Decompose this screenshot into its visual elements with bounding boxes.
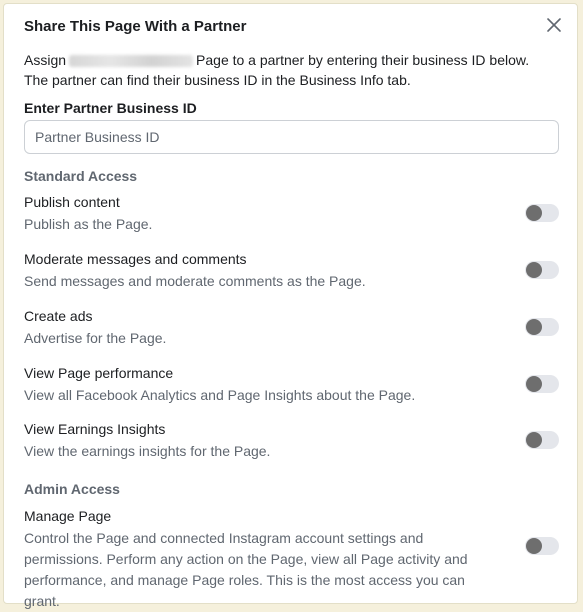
admin-access-heading: Admin Access [24, 481, 120, 497]
permission-view-earnings-insights [24, 419, 559, 462]
permission-manage-page [24, 506, 559, 612]
permission-description: Control the Page and connected Instagram account settings and permissions. Perform any action on the Page, view all Page activity and performance, and manage Page roles. This is the most access you can grant. [24, 530, 468, 609]
share-page-dialog [3, 3, 578, 609]
permission-view-page-performance [24, 363, 559, 406]
permission-title: View Page performance [24, 365, 174, 381]
dialog-intro [24, 50, 554, 90]
permission-description: View the earnings insights for the Page. [24, 443, 271, 459]
toggle-knob [526, 376, 542, 392]
view-earnings-insights-toggle[interactable] [525, 431, 559, 449]
toggle-knob [526, 319, 542, 335]
permission-publish-content [24, 192, 559, 235]
intro-suffix: Page to a partner by entering their business ID below. The partner can find their business ID in the Business Info tab. [24, 52, 530, 88]
permission-title: Publish content [24, 194, 120, 210]
redacted-page-name [69, 55, 193, 67]
toggle-knob [526, 205, 542, 221]
dialog-title: Share This Page With a Partner [24, 18, 247, 35]
permission-description: View all Facebook Analytics and Page Insights about the Page. [24, 387, 416, 403]
standard-access-heading: Standard Access [24, 168, 138, 184]
permission-description: Send messages and moderate comments as the Page. [24, 273, 366, 289]
moderate-messages-toggle[interactable] [525, 261, 559, 279]
toggle-knob [526, 262, 542, 278]
partner-business-id-input[interactable] [24, 120, 559, 154]
toggle-knob [526, 432, 542, 448]
publish-content-toggle[interactable] [525, 204, 559, 222]
permission-title: Manage Page [24, 508, 112, 524]
permission-description: Advertise for the Page. [24, 330, 167, 346]
manage-page-toggle[interactable] [525, 537, 559, 555]
permission-description: Publish as the Page. [24, 216, 153, 232]
permission-title: Create ads [24, 308, 93, 324]
intro-prefix: Assign [24, 52, 67, 68]
permission-moderate-messages [24, 249, 559, 292]
close-icon[interactable] [545, 16, 563, 34]
permission-title: Moderate messages and comments [24, 251, 247, 267]
permission-title: View Earnings Insights [24, 421, 166, 437]
permission-create-ads [24, 306, 559, 349]
create-ads-toggle[interactable] [525, 318, 559, 336]
partner-id-label: Enter Partner Business ID [24, 100, 197, 116]
toggle-knob [526, 538, 542, 554]
view-page-performance-toggle[interactable] [525, 375, 559, 393]
